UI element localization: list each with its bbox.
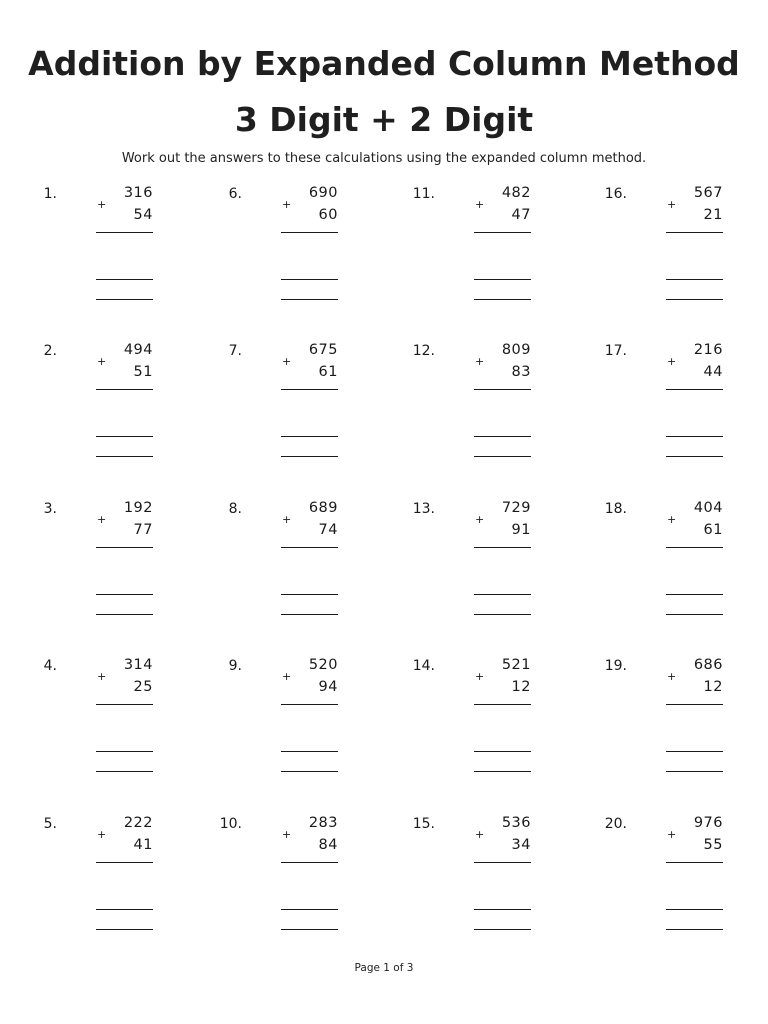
sum-rule: [666, 389, 723, 390]
problem-8: [185, 501, 345, 631]
plus-sign: +: [97, 198, 107, 211]
answer-line-top: [666, 436, 723, 437]
plus-sign: +: [97, 355, 107, 368]
problem-1: [0, 186, 160, 316]
top-addend: 314: [123, 657, 153, 673]
problem-number: 19.: [604, 658, 627, 674]
problem-number: 20.: [604, 816, 627, 832]
top-addend: 976: [693, 815, 723, 831]
answer-line-top: [281, 279, 338, 280]
bottom-addend: 61: [318, 364, 338, 380]
plus-sign: +: [282, 198, 292, 211]
bottom-addend: 12: [511, 679, 531, 695]
top-addend: 729: [501, 500, 531, 516]
problem-number: 15.: [412, 816, 435, 832]
answer-line-bottom: [666, 456, 723, 457]
top-addend: 482: [501, 185, 531, 201]
answer-line-bottom: [96, 929, 153, 930]
bottom-addend: 34: [511, 837, 531, 853]
bottom-addend: 47: [511, 207, 531, 223]
top-addend: 283: [308, 815, 338, 831]
bottom-addend: 44: [703, 364, 723, 380]
answer-line-top: [96, 436, 153, 437]
top-addend: 521: [501, 657, 531, 673]
top-addend: 216: [693, 342, 723, 358]
answer-line-bottom: [96, 771, 153, 772]
problem-number: 16.: [604, 186, 627, 202]
problem-5: [0, 816, 160, 946]
answer-line-bottom: [474, 614, 531, 615]
problem-16: [570, 186, 730, 316]
problem-number: 18.: [604, 501, 627, 517]
plus-sign: +: [282, 355, 292, 368]
answer-line-bottom: [474, 299, 531, 300]
plus-sign: +: [282, 513, 292, 526]
bottom-addend: 83: [511, 364, 531, 380]
bottom-addend: 74: [318, 522, 338, 538]
problem-number: 12.: [412, 343, 435, 359]
problem-number: 1.: [43, 186, 57, 202]
top-addend: 809: [501, 342, 531, 358]
plus-sign: +: [97, 828, 107, 841]
problem-13: [378, 501, 538, 631]
sum-rule: [666, 862, 723, 863]
plus-sign: +: [667, 198, 677, 211]
sum-rule: [96, 547, 153, 548]
bottom-addend: 77: [133, 522, 153, 538]
problem-3: [0, 501, 160, 631]
top-addend: 690: [308, 185, 338, 201]
answer-line-bottom: [281, 771, 338, 772]
answer-line-top: [666, 909, 723, 910]
problem-9: [185, 658, 345, 788]
bottom-addend: 12: [703, 679, 723, 695]
answer-line-bottom: [281, 456, 338, 457]
plus-sign: +: [667, 513, 677, 526]
bottom-addend: 41: [133, 837, 153, 853]
plus-sign: +: [475, 355, 485, 368]
problem-number: 10.: [219, 816, 242, 832]
answer-line-bottom: [96, 299, 153, 300]
answer-line-top: [474, 594, 531, 595]
answer-line-top: [281, 594, 338, 595]
bottom-addend: 51: [133, 364, 153, 380]
answer-line-top: [474, 751, 531, 752]
sum-rule: [96, 389, 153, 390]
plus-sign: +: [667, 828, 677, 841]
problem-12: [378, 343, 538, 473]
problem-19: [570, 658, 730, 788]
sum-rule: [474, 704, 531, 705]
problem-number: 11.: [412, 186, 435, 202]
answer-line-top: [666, 751, 723, 752]
sum-rule: [666, 232, 723, 233]
top-addend: 316: [123, 185, 153, 201]
answer-line-top: [474, 436, 531, 437]
sum-rule: [281, 704, 338, 705]
bottom-addend: 25: [133, 679, 153, 695]
top-addend: 222: [123, 815, 153, 831]
answer-line-top: [96, 909, 153, 910]
bottom-addend: 55: [703, 837, 723, 853]
problem-2: [0, 343, 160, 473]
problem-15: [378, 816, 538, 946]
instructions-text: Work out the answers to these calculations using the expanded column method.: [121, 151, 647, 166]
top-addend: 536: [501, 815, 531, 831]
sum-rule: [281, 232, 338, 233]
answer-line-bottom: [474, 771, 531, 772]
answer-line-top: [281, 909, 338, 910]
answer-line-bottom: [96, 456, 153, 457]
problem-number: 14.: [412, 658, 435, 674]
answer-line-bottom: [666, 614, 723, 615]
sum-rule: [474, 389, 531, 390]
top-addend: 494: [123, 342, 153, 358]
problem-7: [185, 343, 345, 473]
problem-18: [570, 501, 730, 631]
answer-line-top: [666, 279, 723, 280]
page-subtitle: 3 Digit + 2 Digit: [234, 100, 534, 139]
page-title: Addition by Expanded Column Method: [28, 44, 740, 83]
answer-line-bottom: [666, 299, 723, 300]
plus-sign: +: [667, 355, 677, 368]
answer-line-bottom: [281, 614, 338, 615]
page-number: Page 1 of 3: [354, 962, 414, 974]
problem-20: [570, 816, 730, 946]
answer-line-top: [96, 594, 153, 595]
problem-number: 2.: [43, 343, 57, 359]
answer-line-bottom: [281, 299, 338, 300]
top-addend: 520: [308, 657, 338, 673]
plus-sign: +: [97, 670, 107, 683]
bottom-addend: 84: [318, 837, 338, 853]
top-addend: 675: [308, 342, 338, 358]
answer-line-top: [96, 751, 153, 752]
bottom-addend: 21: [703, 207, 723, 223]
sum-rule: [281, 389, 338, 390]
problem-number: 5.: [43, 816, 57, 832]
plus-sign: +: [475, 828, 485, 841]
problem-10: [185, 816, 345, 946]
top-addend: 686: [693, 657, 723, 673]
top-addend: 192: [123, 500, 153, 516]
bottom-addend: 91: [511, 522, 531, 538]
answer-line-bottom: [666, 771, 723, 772]
problem-number: 13.: [412, 501, 435, 517]
plus-sign: +: [282, 670, 292, 683]
answer-line-top: [474, 279, 531, 280]
answer-line-top: [96, 279, 153, 280]
plus-sign: +: [282, 828, 292, 841]
problem-number: 9.: [228, 658, 242, 674]
bottom-addend: 94: [318, 679, 338, 695]
answer-line-bottom: [281, 929, 338, 930]
sum-rule: [474, 547, 531, 548]
plus-sign: +: [475, 513, 485, 526]
bottom-addend: 61: [703, 522, 723, 538]
answer-line-bottom: [96, 614, 153, 615]
problem-number: 8.: [228, 501, 242, 517]
bottom-addend: 60: [318, 207, 338, 223]
sum-rule: [474, 232, 531, 233]
answer-line-bottom: [666, 929, 723, 930]
problem-6: [185, 186, 345, 316]
sum-rule: [666, 547, 723, 548]
problem-number: 6.: [228, 186, 242, 202]
sum-rule: [281, 547, 338, 548]
answer-line-top: [281, 751, 338, 752]
answer-line-bottom: [474, 929, 531, 930]
sum-rule: [96, 862, 153, 863]
top-addend: 567: [693, 185, 723, 201]
problem-number: 4.: [43, 658, 57, 674]
bottom-addend: 54: [133, 207, 153, 223]
answer-line-top: [281, 436, 338, 437]
problem-17: [570, 343, 730, 473]
plus-sign: +: [475, 198, 485, 211]
answer-line-top: [474, 909, 531, 910]
problem-number: 3.: [43, 501, 57, 517]
sum-rule: [474, 862, 531, 863]
sum-rule: [96, 232, 153, 233]
top-addend: 404: [693, 500, 723, 516]
sum-rule: [666, 704, 723, 705]
problem-number: 7.: [228, 343, 242, 359]
answer-line-bottom: [474, 456, 531, 457]
answer-line-top: [666, 594, 723, 595]
top-addend: 689: [308, 500, 338, 516]
problem-number: 17.: [604, 343, 627, 359]
plus-sign: +: [97, 513, 107, 526]
problem-4: [0, 658, 160, 788]
sum-rule: [96, 704, 153, 705]
problem-11: [378, 186, 538, 316]
plus-sign: +: [667, 670, 677, 683]
problem-14: [378, 658, 538, 788]
sum-rule: [281, 862, 338, 863]
plus-sign: +: [475, 670, 485, 683]
